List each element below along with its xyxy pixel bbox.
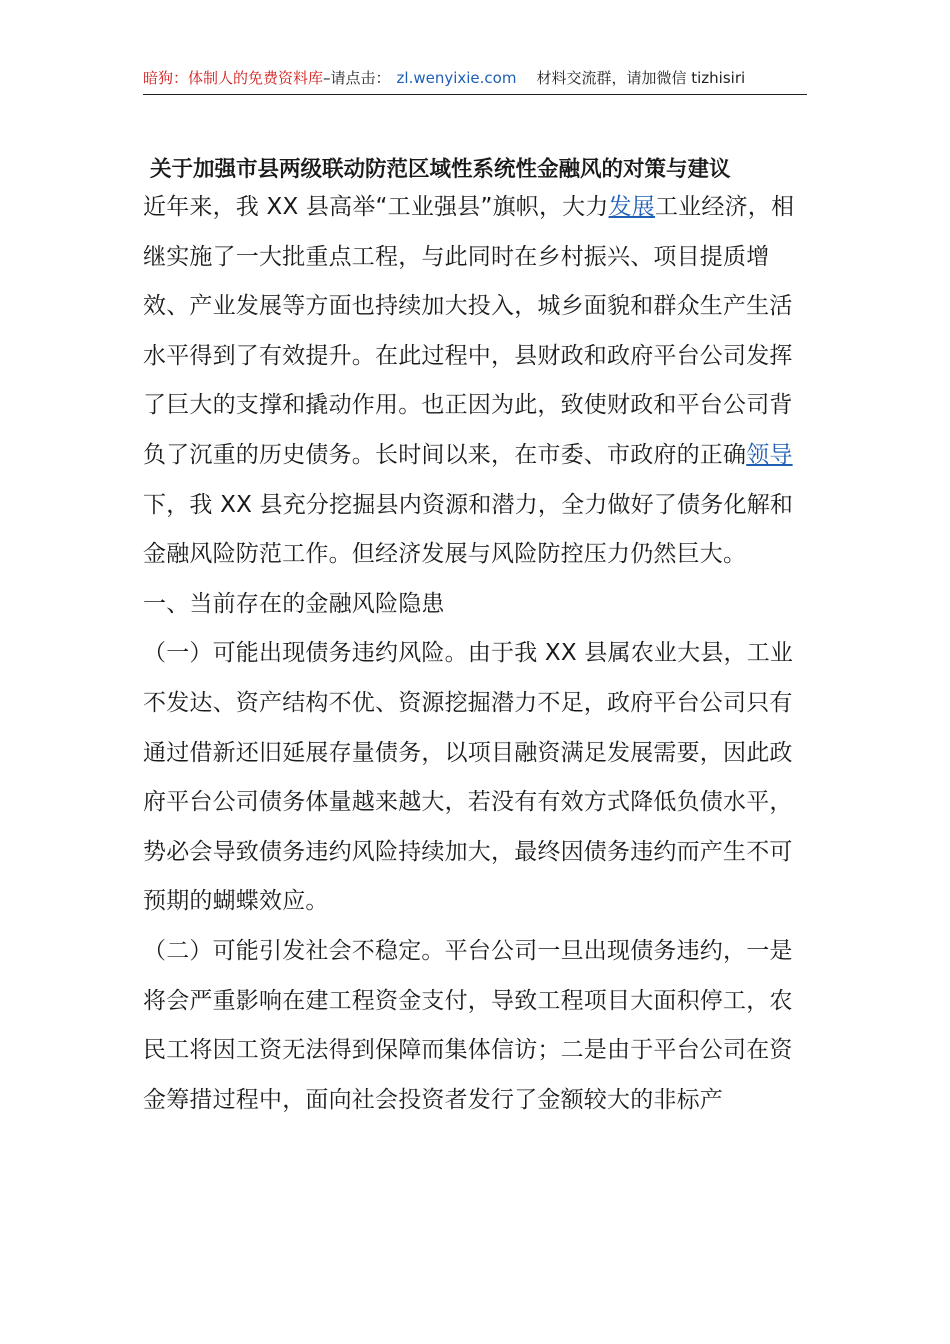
document-title: 关于加强市县两级联动防范区域性系统性金融风的对策与建议 [150,157,731,182]
section-heading: 一、当前存在的金融风险隐患 [143,590,445,617]
link-development[interactable]: 发展 [608,194,655,220]
document-body [143,183,807,1125]
item-paragraph-1: （一）可能出现债务违约风险。由于我 XX 县属农业大县，工业不发达、资产结构不优、资源挖掘潜力不足，政府平台公司只有通过借新还旧延展存量债务，以项目融资满足发展需要，因此政府平台公司债务体量越来越大，若没有有效方式降低负债水平，势必会导致债务违约风险持续加大，最终因债务违约而产生不可预期的蝴蝶效应。 [143,640,794,915]
header-link[interactable]: zl.wenyixie.com [396,69,517,87]
intro-text-1: 近年来，我 XX 县高举“工业强县”旗帜，大力 [143,194,609,220]
header-brand: 暗狗：体制人的免费资料库 [143,69,324,87]
intro-paragraph [143,183,807,580]
link-leadership[interactable]: 领导 [746,441,793,468]
header-group-note: 材料交流群，请加微信 tizhisiri [536,69,746,87]
intro-text-2: 工业经济，相继实施了一大批重点工程，与此同时在乡村振兴、项目提质增效、产业发展等方面也持续加大投入，城乡面貌和群众生产生活水平得到了有效提升。在此过程中，县财政和政府平台公司发挥了巨大的支撑和撬动作用。也正因为此，致使财政和平台公司背负了沉重的历史债务。长时间以来，在市委、市政府的正确 [143,194,795,468]
intro-text-3: 下，我 XX 县充分挖掘县内资源和潜力，全力做好了债务化解和金融风险防范工作。但经济发展与风险防控压力仍然巨大。 [143,491,794,568]
page-header [143,62,807,95]
header-separator: –请点击： [323,69,391,87]
item-paragraph-2: （二）可能引发社会不稳定。平台公司一旦出现债务违约，一是将会严重影响在建工程资金支付，导致工程项目大面积停工，农民工将因工资无法得到保障而集体信访；二是由于平台公司在资金筹措过程中，面向社会投资者发行了金额较大的非标产 [143,937,793,1113]
